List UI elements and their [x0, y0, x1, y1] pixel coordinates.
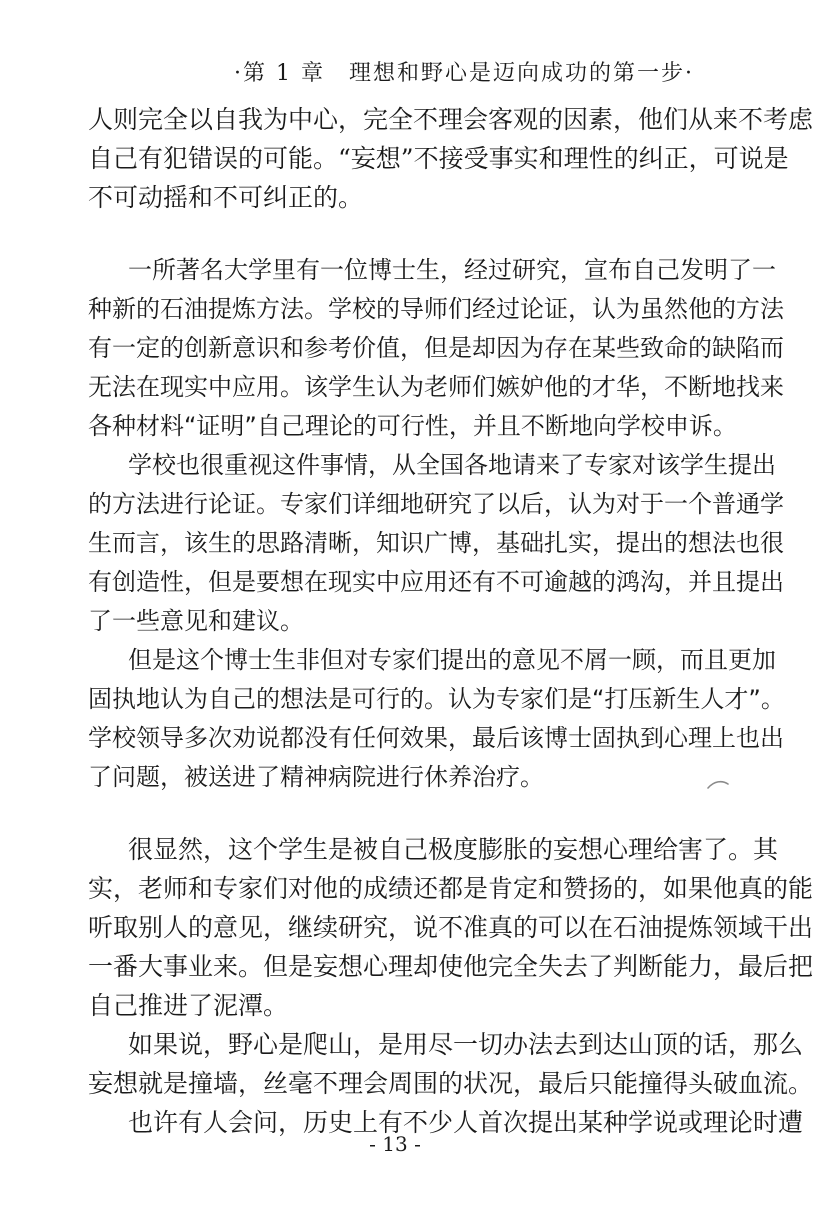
text-line: 自己有犯错误的可能。“妄想”不接受事实和理性的纠正，可说是	[88, 144, 789, 173]
text-line: 自己推进了泥潭。	[88, 991, 289, 1020]
page-number: - 13 -	[369, 1132, 421, 1156]
text-line: 无法在现实中应用。该学生认为老师们嫉妒他的才华，不断地找来	[88, 373, 784, 401]
text-line: 很显然，这个学生是被自己极度膨胀的妄想心理给害了。其	[128, 835, 779, 864]
text-line: 人则完全以自我为中心，完全不理会客观的因素，他们从来不考虑	[88, 105, 813, 134]
text-line: 也许有人会问，历史上有不少人首次提出某种学说或理论时遭	[128, 1108, 804, 1137]
text-line: 实，老师和专家们对他的成绩还都是肯定和赞扬的，如果他真的能	[88, 874, 813, 903]
text-line: 妄想就是撞墙，丝毫不理会周围的状况，最后只能撞得头破血流。	[88, 1069, 813, 1098]
margin-pencil-mark	[706, 778, 730, 792]
text-line: 不可动摇和不可纠正的。	[88, 183, 364, 212]
text-line: 各种材料“证明”自己理论的可行性，并且不断地向学校申诉。	[88, 412, 737, 440]
text-line: 有创造性，但是要想在现实中应用还有不可逾越的鸿沟，并且提出	[88, 568, 784, 596]
text-line: 生而言，该生的思路清晰，知识广博，基础扎实，提出的想法也很	[88, 529, 784, 557]
text-line: 了一些意见和建议。	[88, 607, 304, 635]
text-line: 的方法进行论证。专家们详细地研究了以后，认为对于一个普通学	[88, 490, 784, 518]
text-line: 学校也很重视这件事情，从全国各地请来了专家对该学生提出	[128, 451, 776, 479]
text-line: 一所著名大学里有一位博士生，经过研究，宣布自己发明了一	[128, 256, 776, 284]
text-line: 学校领导多次劝说都没有任何效果，最后该博士固执到心理上也出	[88, 724, 784, 752]
text-line: 种新的石油提炼方法。学校的导师们经过论证，认为虽然他的方法	[88, 295, 784, 323]
text-line: 有一定的创新意识和参考价值，但是却因为存在某些致命的缺陷而	[88, 334, 784, 362]
text-line: 固执地认为自己的想法是可行的。认为专家们是“打压新生人才”。	[88, 685, 785, 713]
text-line: 一番大事业来。但是妄想心理却使他完全失去了判断能力，最后把	[88, 952, 813, 981]
text-line: 了问题，被送进了精神病院进行休养治疗。	[88, 763, 544, 791]
text-line: 听取别人的意见，继续研究，说不准真的可以在石油提炼领域干出	[88, 913, 813, 942]
running-head: ·第 1 章 理想和野心是迈向成功的第一步·	[234, 61, 694, 86]
text-line: 如果说，野心是爬山，是用尽一切办法去到达山顶的话，那么	[128, 1030, 804, 1059]
text-line: 但是这个博士生非但对专家们提出的意见不屑一顾，而且更加	[128, 646, 776, 674]
